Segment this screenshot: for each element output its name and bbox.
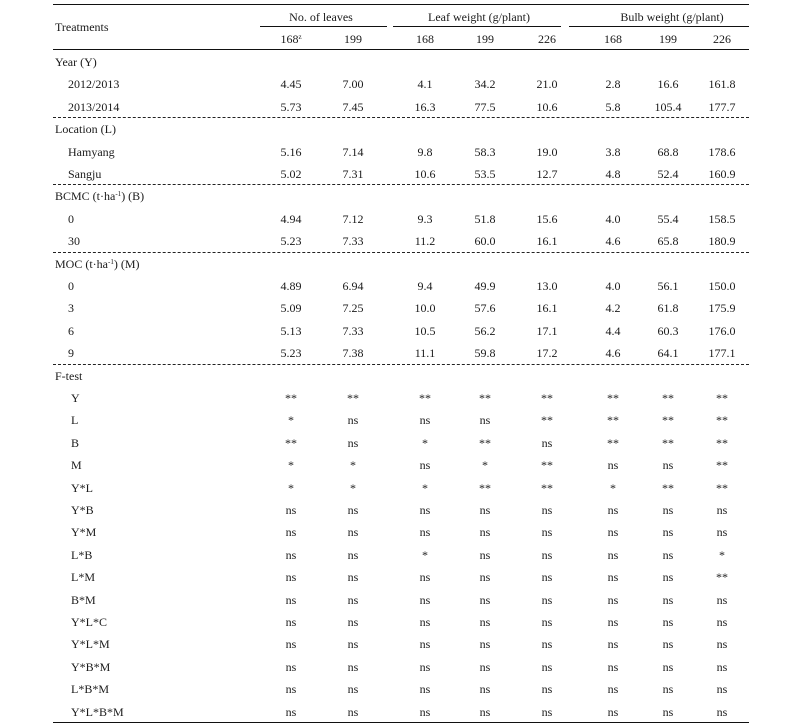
table-cell: ** bbox=[607, 435, 619, 450]
table-cell: 4.2 bbox=[605, 301, 621, 316]
table-cell: 5.09 bbox=[280, 301, 302, 316]
table-cell: * bbox=[288, 458, 294, 473]
table-cell: ns bbox=[347, 525, 359, 540]
table-cell: ** bbox=[419, 391, 431, 405]
table-cell: 12.7 bbox=[536, 167, 558, 181]
table-cell: 7.33 bbox=[342, 323, 364, 338]
table-cell: 2.8 bbox=[605, 77, 621, 92]
table-cell: ns bbox=[479, 570, 491, 585]
table-cell: 15.6 bbox=[536, 211, 558, 226]
table-cell: ns bbox=[716, 615, 728, 629]
table-cell: 56.1 bbox=[657, 279, 679, 293]
table-cell: ns bbox=[662, 458, 674, 473]
table-cell: 65.8 bbox=[657, 234, 679, 249]
table-cell: 5.23 bbox=[280, 346, 302, 361]
section-divider bbox=[53, 117, 749, 118]
table-cell: ** bbox=[541, 458, 553, 473]
table-cell: ns bbox=[716, 659, 728, 674]
table-cell: ns bbox=[541, 435, 553, 450]
table-cell: ns bbox=[607, 547, 619, 562]
table-cell: ns bbox=[607, 682, 619, 697]
row-label: 6 bbox=[68, 323, 74, 338]
table-cell: 55.4 bbox=[657, 211, 679, 226]
row-label: Y*B bbox=[71, 503, 94, 517]
table-cell: ns bbox=[419, 592, 431, 607]
table-cell: ns bbox=[347, 615, 359, 629]
table-cell: 175.9 bbox=[708, 301, 736, 316]
table-cell: ns bbox=[479, 704, 491, 719]
table-cell: ns bbox=[419, 458, 431, 473]
table-cell: 4.94 bbox=[280, 211, 302, 226]
table-cell: ns bbox=[419, 615, 431, 629]
row-label: Y*L*B*M bbox=[71, 704, 124, 719]
section-header: MOC $(t\cdot ha^{-1})$ (M) bbox=[55, 256, 140, 271]
table-cell: 5.16 bbox=[280, 144, 302, 159]
table-cell: 7.25 bbox=[342, 301, 364, 316]
col-header: 226 bbox=[538, 32, 556, 46]
row-label: L*B*M bbox=[71, 682, 110, 697]
table-cell: ** bbox=[607, 391, 619, 405]
table-cell: ns bbox=[347, 704, 359, 719]
table-cell: 158.5 bbox=[708, 211, 736, 226]
row-label: L bbox=[71, 413, 79, 428]
table-cell: 9.3 bbox=[417, 211, 433, 226]
group-header-bulb-weight: Bulb weight (g/plant) bbox=[620, 10, 724, 24]
table-cell: ns bbox=[541, 615, 553, 629]
table-cell: ** bbox=[541, 391, 553, 405]
table-cell: 6.94 bbox=[342, 279, 364, 293]
section-divider bbox=[53, 252, 749, 253]
table-cell: ns bbox=[479, 682, 491, 697]
table-cell: 17.2 bbox=[536, 346, 558, 361]
table-cell: ns bbox=[716, 637, 728, 652]
table-cell: 34.2 bbox=[474, 77, 496, 92]
top-rule bbox=[53, 4, 749, 5]
table-cell: ns bbox=[285, 704, 297, 719]
col-header: 199 bbox=[476, 32, 494, 46]
table-cell: 160.9 bbox=[708, 167, 736, 181]
row-label: 2012/2013 bbox=[68, 77, 120, 92]
row-label: 9 bbox=[68, 346, 74, 361]
table-cell: 16.6 bbox=[657, 77, 679, 92]
row-label: 30 bbox=[68, 234, 80, 249]
table-cell: ns bbox=[607, 704, 619, 719]
table-cell: 19.0 bbox=[536, 144, 558, 159]
table-cell: ns bbox=[419, 704, 431, 719]
table-cell: ns bbox=[716, 592, 728, 607]
table-cell: ns bbox=[419, 637, 431, 652]
table-cell: 4.6 bbox=[605, 234, 621, 249]
table-cell: ns bbox=[347, 637, 359, 652]
table-cell: ns bbox=[285, 615, 297, 629]
col-header: 168 bbox=[604, 32, 622, 46]
table-cell: 7.14 bbox=[342, 144, 364, 159]
table-cell: ns bbox=[607, 503, 619, 517]
table-cell: 60.0 bbox=[474, 234, 496, 249]
section-header: Location (L) bbox=[55, 122, 116, 137]
table-cell: ns bbox=[285, 503, 297, 517]
group-header-leaves: No. of leaves bbox=[289, 10, 353, 24]
table-cell: 5.13 bbox=[280, 323, 302, 338]
table-cell: ns bbox=[541, 570, 553, 585]
table-cell: ns bbox=[479, 592, 491, 607]
table-cell: 4.4 bbox=[605, 323, 621, 338]
table-cell: ns bbox=[607, 458, 619, 473]
table-cell: ns bbox=[479, 413, 491, 428]
section-header: BCMC $(t\cdot ha^{-1})$ (B) bbox=[55, 189, 145, 204]
table-cell: ns bbox=[419, 525, 431, 540]
table-cell: 57.6 bbox=[474, 301, 496, 316]
table-cell: 5.8 bbox=[605, 99, 621, 114]
group-underline bbox=[393, 26, 561, 27]
row-label: Y*L bbox=[71, 480, 93, 495]
table-cell: ns bbox=[347, 570, 359, 585]
table-cell: 4.8 bbox=[605, 167, 621, 181]
table-cell: ns bbox=[541, 525, 553, 540]
table-cell: 177.7 bbox=[708, 99, 736, 114]
table-cell: 51.8 bbox=[474, 211, 496, 226]
table-cell: 10.6 bbox=[536, 99, 558, 114]
table-cell: * bbox=[288, 480, 294, 495]
section-header: Year (Y) bbox=[55, 55, 97, 69]
table-cell: ns bbox=[662, 659, 674, 674]
row-label: 0 bbox=[68, 279, 74, 293]
table-cell: ns bbox=[607, 659, 619, 674]
table-cell: ** bbox=[662, 413, 674, 428]
table-cell: ns bbox=[285, 525, 297, 540]
col-header: 199 bbox=[659, 32, 677, 46]
table-cell: 4.89 bbox=[280, 279, 302, 293]
table-cell: ns bbox=[285, 570, 297, 585]
table-cell: 4.0 bbox=[605, 211, 621, 226]
table-cell: ns bbox=[419, 682, 431, 697]
table-cell: ** bbox=[716, 391, 728, 405]
row-label: B bbox=[71, 435, 80, 450]
row-label: Y*M bbox=[71, 525, 97, 540]
col-header: 199 bbox=[344, 32, 362, 46]
row-label: Y*L*C bbox=[71, 615, 107, 629]
table-cell: 61.8 bbox=[657, 301, 679, 316]
table-cell: ns bbox=[347, 547, 359, 562]
table-cell: ns bbox=[479, 547, 491, 562]
table-cell: ns bbox=[662, 592, 674, 607]
table-cell: ns bbox=[347, 682, 359, 697]
table-cell: 58.3 bbox=[474, 144, 496, 159]
table-cell: 161.8 bbox=[708, 77, 736, 92]
table-cell: * bbox=[482, 458, 488, 473]
table-cell: 4.1 bbox=[417, 77, 433, 92]
table-cell: 9.8 bbox=[417, 144, 433, 159]
table-cell: 7.33 bbox=[342, 234, 364, 249]
table-cell: 4.0 bbox=[605, 279, 621, 293]
table-cell: ns bbox=[607, 637, 619, 652]
table-cell: ns bbox=[607, 570, 619, 585]
table-cell: ns bbox=[479, 525, 491, 540]
table-cell: ns bbox=[662, 570, 674, 585]
table-cell: 64.1 bbox=[657, 346, 679, 361]
table-cell: ns bbox=[541, 704, 553, 719]
table-cell: ns bbox=[479, 637, 491, 652]
table-cell: ns bbox=[479, 659, 491, 674]
table-cell: ns bbox=[716, 503, 728, 517]
table-cell: ns bbox=[716, 525, 728, 540]
table-cell: 16.1 bbox=[536, 234, 558, 249]
table-cell: ns bbox=[607, 592, 619, 607]
table-cell: 11.2 bbox=[414, 234, 436, 249]
table-cell: * bbox=[288, 413, 294, 428]
table-cell: ns bbox=[662, 503, 674, 517]
group-header-leaf-weight: Leaf weight (g/plant) bbox=[428, 10, 530, 24]
table-cell: 16.1 bbox=[536, 301, 558, 316]
table-cell: 176.0 bbox=[708, 323, 736, 338]
row-label: Y*B*M bbox=[71, 659, 111, 674]
table-cell: ns bbox=[285, 547, 297, 562]
table-cell: 7.31 bbox=[342, 167, 364, 181]
table-cell: ns bbox=[607, 615, 619, 629]
table-cell: ** bbox=[541, 480, 553, 495]
table-cell: 177.1 bbox=[708, 346, 736, 361]
row-label: 0 bbox=[68, 211, 74, 226]
table-cell: ** bbox=[662, 391, 674, 405]
table-cell: ns bbox=[347, 659, 359, 674]
table-cell: * bbox=[422, 435, 428, 450]
table-cell: * bbox=[422, 547, 428, 562]
table-cell: ns bbox=[285, 659, 297, 674]
table-cell: ** bbox=[541, 413, 553, 428]
table-cell: ** bbox=[347, 391, 359, 405]
table-cell: ** bbox=[285, 435, 297, 450]
row-label: Sangju bbox=[68, 167, 102, 181]
table-cell: ** bbox=[662, 480, 674, 495]
table-cell: 3.8 bbox=[605, 144, 621, 159]
table-cell: 5.02 bbox=[280, 167, 302, 181]
table-cell: ns bbox=[419, 570, 431, 585]
table-cell: ns bbox=[541, 659, 553, 674]
table-cell: ns bbox=[419, 503, 431, 517]
table-cell: 10.0 bbox=[414, 301, 436, 316]
table-cell: 56.2 bbox=[474, 323, 496, 338]
row-label: Hamyang bbox=[68, 144, 115, 159]
table-cell: ns bbox=[662, 637, 674, 652]
table-cell: 13.0 bbox=[536, 279, 558, 293]
table-cell: ns bbox=[662, 615, 674, 629]
table-cell: ns bbox=[479, 615, 491, 629]
table-cell: 178.6 bbox=[708, 144, 736, 159]
table-cell: ns bbox=[662, 704, 674, 719]
row-label: Y bbox=[71, 391, 80, 405]
table-cell: * bbox=[610, 480, 616, 495]
table-cell: ns bbox=[662, 525, 674, 540]
table-cell: 4.45 bbox=[280, 77, 302, 92]
table-cell: ns bbox=[419, 659, 431, 674]
table-cell: ns bbox=[716, 682, 728, 697]
table-cell: ns bbox=[541, 637, 553, 652]
table-cell: 77.5 bbox=[474, 99, 496, 114]
table-cell: 60.3 bbox=[657, 323, 679, 338]
table-cell: ** bbox=[716, 413, 728, 428]
table-cell: ns bbox=[541, 547, 553, 562]
section-divider bbox=[53, 364, 749, 365]
table-cell: 11.1 bbox=[414, 346, 436, 361]
row-label: 3 bbox=[68, 301, 74, 316]
table-cell: ns bbox=[285, 637, 297, 652]
table-cell: ** bbox=[479, 480, 491, 495]
table-cell: * bbox=[350, 458, 356, 473]
table-cell: ** bbox=[479, 435, 491, 450]
table-cell: ns bbox=[419, 413, 431, 428]
table-cell: 52.4 bbox=[657, 167, 679, 181]
row-label: 2013/2014 bbox=[68, 99, 120, 114]
table-cell: ** bbox=[479, 391, 491, 405]
table-cell: ns bbox=[541, 503, 553, 517]
table-cell: 4.6 bbox=[605, 346, 621, 361]
table-cell: 10.6 bbox=[414, 167, 436, 181]
table-cell: ns bbox=[479, 503, 491, 517]
table-cell: ** bbox=[716, 480, 728, 495]
section-header: F-test bbox=[55, 368, 83, 383]
table-cell: * bbox=[719, 547, 725, 562]
table-cell: * bbox=[422, 480, 428, 495]
table-cell: ns bbox=[662, 547, 674, 562]
table-cell: ns bbox=[607, 525, 619, 540]
header-rule bbox=[53, 49, 749, 50]
table-cell: ns bbox=[716, 704, 728, 719]
table-cell: ** bbox=[716, 570, 728, 585]
table-cell: 21.0 bbox=[536, 77, 558, 92]
table-cell: ns bbox=[662, 682, 674, 697]
table-cell: 59.8 bbox=[474, 346, 496, 361]
table-cell: ** bbox=[607, 413, 619, 428]
table-cell: ** bbox=[662, 435, 674, 450]
table-cell: 7.00 bbox=[342, 77, 364, 92]
row-label: Y*L*M bbox=[71, 637, 110, 652]
col-header: 226 bbox=[713, 32, 731, 46]
table-cell: 16.3 bbox=[414, 99, 436, 114]
section-divider bbox=[53, 184, 749, 185]
table-cell: 150.0 bbox=[708, 279, 736, 293]
col-header: 168 bbox=[416, 32, 434, 46]
table-cell: * bbox=[350, 480, 356, 495]
table-cell: 9.4 bbox=[417, 279, 433, 293]
group-underline bbox=[569, 26, 749, 27]
table-cell: 68.8 bbox=[657, 144, 679, 159]
stub-header: Treatments bbox=[55, 20, 109, 34]
table-cell: ns bbox=[347, 592, 359, 607]
table-cell: ns bbox=[347, 435, 359, 450]
table-cell: ns bbox=[541, 592, 553, 607]
row-label: B*M bbox=[71, 592, 96, 607]
table-cell: ns bbox=[285, 592, 297, 607]
table-cell: 7.45 bbox=[342, 99, 364, 114]
table-cell: ** bbox=[716, 435, 728, 450]
group-underline bbox=[260, 26, 387, 27]
table-cell: 17.1 bbox=[536, 323, 558, 338]
row-label: L*B bbox=[71, 547, 93, 562]
table-cell: ns bbox=[347, 413, 359, 428]
table-cell: 5.23 bbox=[280, 234, 302, 249]
table-cell: 49.9 bbox=[474, 279, 496, 293]
table-cell: 7.12 bbox=[342, 211, 364, 226]
table-cell: 180.9 bbox=[708, 234, 736, 249]
table-cell: 7.38 bbox=[342, 346, 364, 361]
col-header: 168$^z$ bbox=[280, 32, 302, 46]
table-cell: ** bbox=[285, 391, 297, 405]
table-cell: ** bbox=[716, 458, 728, 473]
row-label: L*M bbox=[71, 570, 95, 585]
table-cell: 5.73 bbox=[280, 99, 302, 114]
row-label: M bbox=[71, 458, 82, 473]
table-cell: 53.5 bbox=[474, 167, 496, 181]
table-cell: ns bbox=[347, 503, 359, 517]
table-cell: 10.5 bbox=[414, 323, 436, 338]
table-cell: 105.4 bbox=[654, 99, 682, 114]
table-cell: ns bbox=[541, 682, 553, 697]
table-cell: ns bbox=[285, 682, 297, 697]
